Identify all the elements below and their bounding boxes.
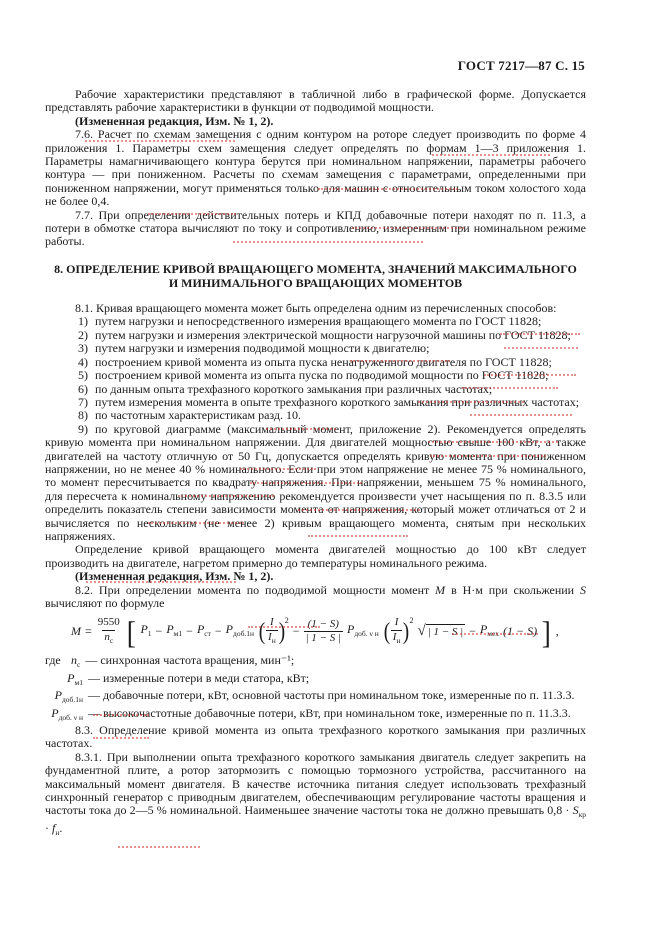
paragraph-determination: Определение кривой вращающего момента двигателей мощностью до 100 кВт следует производить на двигателе, нагретом примерно до температуры номинального режима. [45,542,586,570]
section-8-title [49,262,582,291]
list-item [45,423,586,544]
document-content [45,88,586,839]
definition-row [45,707,586,724]
list-item [45,409,586,422]
symbol-Skr: $S_{кр}$ [572,803,586,820]
term-Pdobvn: $P_{доб. \nu н}$ [347,622,379,639]
paragraph-7-7: 7.7. При определении действительных потерь и КПД добавочные потери находят по п. 11.3, а потери в обмотке статора вычисляют по току и сопротивлению, измеренным при номинальном режиме работы. [45,207,586,249]
section-8-title-line1: 8. ОПРЕДЕЛЕНИЕ КРИВОЙ ВРАЩАЮЩЕГО МОМЕНТА, ЗНАЧЕНИЙ МАКСИМАЛЬНОГО [54,261,577,276]
current-ratio-squared: ( $\frac{I}{I_н}$ ) 2 [383,616,414,645]
slip-fraction: $\frac{(1 - S)}{| 1 - S |}$ [305,617,341,645]
definition-term: $P_{доб.1н}$ [54,688,83,705]
symbol-fn: $f_н$ [52,820,60,837]
list-item-number: 5) [78,368,88,383]
list-item-number: 3) [78,341,88,356]
trailing-comma: , [555,624,559,639]
definition-description: — высокочастотные добавочные потери, кВт, при номинальном токе, измеренные по п. 11.3.3. [88,705,571,720]
formula-lhs: M [71,624,81,639]
minus-sign: − [469,624,476,639]
gost-standard-header: ГОСТ 7217—87 С. 15 [457,58,585,73]
list-item [45,315,586,328]
list-item-text: построением кривой момента из опыта пуска ненагруженного двигателя по ГОСТ 11828; [95,354,552,369]
list-item [45,329,586,342]
paragraph-8-1: 8.1. Кривая вращающего момента может быть определена одним из перечисленных способов: [75,301,557,316]
term-Pdob1n: $P_{доб.1н}$ [225,622,255,639]
list-item-number: 6) [78,381,88,396]
list-item-text: по данным опыта трехфазного короткого замыкания при различных частотах; [95,381,493,396]
paragraph-8-3: 8.3. Определение кривой момента из опыта трехфазного короткого замыкания при различных частотах. [45,723,586,751]
where-label: где [45,653,61,668]
minus-sign: − [292,624,300,639]
revision-note-2: (Измененная редакция, Изм. № 1, 2). [75,569,274,584]
paragraph-8-2-text: в Н·м при скольжении [445,582,580,597]
minus-sign: − [214,624,222,639]
definition-row [45,672,586,689]
scan-artifact-mark [118,846,200,848]
square-root-term: √ | 1 − S | [417,623,464,640]
definition-term: $n_с$ [71,653,81,670]
sentence-period: . [59,820,63,835]
minus-sign: − [186,624,193,639]
definition-row [45,689,586,706]
term-Pst: $P_{ст}$ [196,622,211,639]
list-item-text: путем нагрузки и измерения подводимой мощности к двигателю; [95,341,430,356]
paragraph-8-3-1 [45,751,586,839]
list-item [45,396,586,409]
list-item-text: путем нагрузки и непосредственного измерения вращающего момента по ГОСТ 11828; [95,314,542,329]
list-item-text: по частотным характеристикам разд. 10. [95,408,302,423]
paragraph-8-3-1-text: 8.3.1. При выполнении опыта трехфазного короткого замыкания двигатель следует закрепить на фундаментной плите, а ротор затормозить с помощью тормозного устройства, рассчитанного на максимальный момент двигателя. В качестве источника питания следует использовать трехфазный синхронный генератор с приводным двигателем, обеспечивающим регулирование частоты вращения и частоты тока до 2—5 % номинальной. Наименьшее значение частоты тока не должно превышать [45,749,586,818]
list-item-number: 2) [78,327,88,342]
term-P1: $P_1$ [140,622,152,639]
definition-description: — синхронная частота вращения, мин⁻¹; [85,653,295,668]
list-item-number: 4) [78,354,88,369]
equals-sign: = [85,624,92,639]
paragraph-8-2-text: 8.2. При определении момента по подводимой мощности момент [75,582,436,597]
torque-formula: M = $\frac{9550}{n_с}$ [ $P_1$ − $P_{м1}$ − $P_{ст}$ − $P_{доб.1н}$ ( $\frac{I}{I_н}$ ) 2 − $\frac{(1 - S)}{| 1 - S |}$ $P_{доб. \nu н}$ ( $\frac{I}{I_н}$ ) 2 √ | 1 − S | − $P_{мех}$ (1 − S) ] , [71,613,559,650]
list-item [45,356,586,369]
paragraph-8-2 [45,584,586,611]
term-Pmech: $P_{мех}$ [479,622,500,639]
symbol-M: М [435,582,446,597]
definition-description: — измеренные потери в меди статора, кВт; [88,670,310,685]
list-item-number: 8) [78,408,88,423]
list-item-text: путем нагрузки и измерения электрической мощности нагрузочной машины по ГОСТ 11828; [95,327,571,342]
list-item-text: по круговой диаграмме (максимальный момент, приложение 2). Рекомендуется определять кривую момента при номинальном напряжении. Для двигателей мощностью свыше 100 кВт, а также двигателей на частоту отличную от 50 Гц, допускается определять кривую момента при пониженном напряжении, но не менее 40 % номинального. Если при этом напряжение не менее 75 % номинального, то момент пересчитывается по квадрату напряжения. При напряжении, меньшем 75 % номинального, для пересчета к номинальному напряжению рекомендуется произвести учет насыщения по п. 8.3.5 или определить показатель степени зависимости момента от напряжения, который может отличаться от 2 и вычисляется по нескольким (не менее 2) кривым вращающего момента, снятым при нескольких напряжениях. [45,421,586,543]
current-ratio-squared: ( $\frac{I}{I_н}$ ) 2 [258,616,289,645]
revision-note-1: (Измененная редакция, Изм. № 1, 2). [75,113,274,128]
paragraph-8-2-text: вычисляют по формуле [45,596,165,610]
term-Pm1: $P_{м1}$ [166,622,183,639]
list-item-number: 1) [78,314,88,329]
symbol-S: S [580,582,586,597]
list-item [45,369,586,382]
dot-operator: · [45,820,52,835]
definition-term: $P_{доб. \nu н}$ [51,705,83,722]
list-item-number: 9) [78,421,88,436]
definition-row [45,654,586,671]
limit-coefficient: 0,8 · [544,803,573,818]
term-Pmech-arg: (1 − S) [503,624,538,639]
list-item [45,383,586,396]
minus-sign: − [155,624,163,639]
coefficient-fraction: $\frac{9550}{n_с}$ [97,616,120,645]
paragraph-7-6: 7.6. Расчет по схемам замещения с одним контуром на роторе следует производить по форме 4 приложения 1. Параметры схем замещения следует определять по формам 1—3 приложения 1. Параметры намагничивающего контура берутся при номинальном напряжении, параметры рабочего контура — при пониженном. Расчеты по схемам замещения с параметрами, определенными при пониженном напряжении, могут применяться только для машин с относительным током холостого хода не более 0,4. [45,127,586,209]
definition-description: — добавочные потери, кВт, основной частоты при номинальном токе, измеренные по п. 11.3.3. [88,688,575,703]
list-item-text: построением кривой момента из опыта пуска по подводимой мощности по ГОСТ 11828; [95,368,549,383]
definition-term: $P_{м1}$ [67,670,83,687]
list-item-text: путем измерения момента в опыте трехфазного короткого замыкания при различных частотах; [95,394,580,409]
section-8-title-line2: И МИНИМАЛЬНОГО ВРАЩАЮЩИХ МОМЕНТОВ [168,276,463,291]
list-item-number: 7) [78,394,88,409]
paragraph-intro: Рабочие характеристики представляют в табличной либо в графической форме. Допускается представлять рабочие характеристики в функции от подводимой мощности. [45,87,586,115]
list-item [45,342,586,355]
